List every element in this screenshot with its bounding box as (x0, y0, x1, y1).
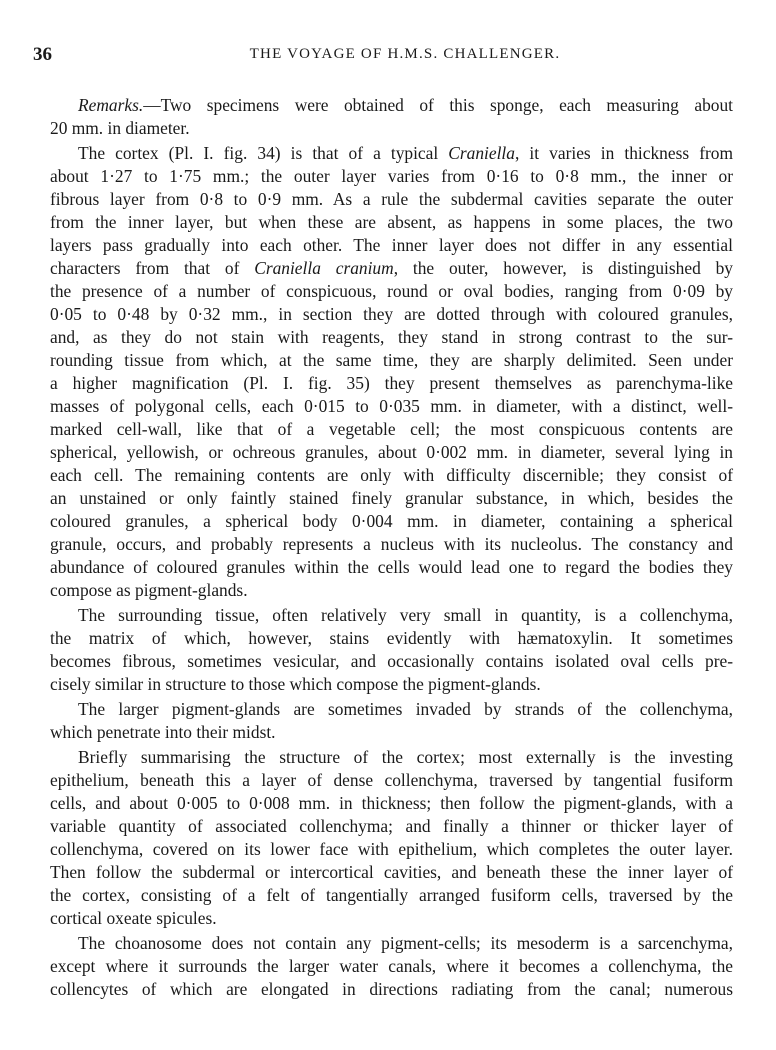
text-span: 20 mm. in diameter. (50, 118, 190, 138)
text-line (50, 303, 733, 326)
text-line (50, 604, 733, 627)
italic-text: Craniella cranium (254, 258, 394, 278)
text-line (50, 487, 733, 510)
text-line (50, 418, 733, 441)
text-line (50, 861, 733, 884)
text-span: variable quantity of associated collenchyma; and finally a thinner or thicker layer of (50, 816, 733, 836)
paragraph (50, 604, 733, 696)
text-span: rounding tissue from which, at the same time, they are sharply delimited. Seen under (50, 350, 733, 370)
paragraph (50, 142, 733, 602)
text-line (50, 815, 733, 838)
text-line (50, 533, 733, 556)
text-span: coloured granules, a spherical body 0·004 mm. in diameter, containing a spherical (50, 511, 733, 531)
text-line (50, 579, 733, 602)
text-line (50, 978, 733, 1001)
text-line (50, 257, 733, 280)
text-span: —Two specimens were obtained of this sponge, each measuring about (143, 95, 733, 115)
text-span: except where it surrounds the larger water canals, where it becomes a collenchyma, the (50, 956, 733, 976)
text-line (50, 441, 733, 464)
text-line (50, 280, 733, 303)
text-span: an unstained or only faintly stained finely granular substance, in which, besides the (50, 488, 733, 508)
text-span: characters from that of (50, 258, 255, 278)
text-line (50, 188, 733, 211)
text-line (50, 464, 733, 487)
text-span: fibrous layer from 0·8 to 0·9 mm. As a rule the subdermal cavities separate the outer (50, 189, 733, 209)
text-span: The cortex (Pl. I. fig. 34) is that of a typical (78, 143, 449, 163)
text-line (50, 792, 733, 815)
text-span: Then follow the subdermal or intercortical cavities, and beneath these the inner layer of (50, 862, 733, 882)
text-span: The larger pigment-glands are sometimes invaded by strands of the collenchyma, (78, 699, 733, 719)
text-span: spherical, yellowish, or ochreous granules, about 0·002 mm. in diameter, several lying in (50, 442, 733, 462)
page-number: 36 (33, 44, 52, 65)
text-line (50, 94, 733, 117)
text-span: from the inner layer, but when these are absent, as happens in some places, the two (50, 212, 733, 232)
text-span: cisely similar in structure to those which compose the pigment-glands. (50, 674, 541, 694)
text-span: compose as pigment-glands. (50, 580, 248, 600)
text-span: granule, occurs, and probably represents a nucleus with its nucleolus. The constancy and (50, 534, 733, 554)
text-line (50, 349, 733, 372)
text-span: , the outer, however, is distinguished by (393, 258, 733, 278)
text-line (50, 932, 733, 955)
text-line (50, 510, 733, 533)
text-line (50, 746, 733, 769)
text-span: the presence of a number of conspicuous, round or oval bodies, ranging from 0·09 by (50, 281, 733, 301)
text-line (50, 907, 733, 930)
italic-text: Remarks. (78, 95, 144, 115)
text-line (50, 721, 733, 744)
text-line (50, 769, 733, 792)
text-span: which penetrate into their midst. (50, 722, 276, 742)
text-span: a higher magnification (Pl. I. fig. 35) they present themselves as parenchyma-like (50, 373, 733, 393)
text-span: The choanosome does not contain any pigment-cells; its mesoderm is a sarcenchyma, (78, 933, 733, 953)
text-line (50, 372, 733, 395)
text-line (50, 395, 733, 418)
text-span: each cell. The remaining contents are only with difficulty discernible; they consist of (50, 465, 733, 485)
text-span: collenchyma, covered on its lower face with epithelium, which completes the outer layer. (50, 839, 733, 859)
text-line (50, 673, 733, 696)
text-span: Briefly summarising the structure of the cortex; most externally is the investing (78, 747, 733, 767)
paragraph (50, 698, 733, 744)
text-line (50, 556, 733, 579)
italic-text: Craniella (448, 143, 515, 163)
text-span: 0·05 to 0·48 by 0·32 mm., in section they are dotted through with coloured granules, (50, 304, 733, 324)
paragraph (50, 746, 733, 930)
text-span: collencytes of which are elongated in directions radiating from the canal; numerous (50, 979, 733, 999)
text-span: abundance of coloured granules within the cells would lead one to regard the bodies they (50, 557, 733, 577)
text-span: cells, and about 0·005 to 0·008 mm. in thickness; then follow the pigment-glands, with a (50, 793, 733, 813)
text-line (50, 142, 733, 165)
text-line (50, 698, 733, 721)
text-line (50, 884, 733, 907)
body-text (50, 92, 733, 1001)
paragraph (50, 94, 733, 140)
text-span: epithelium, beneath this a layer of dense collenchyma, traversed by tangential fusiform (50, 770, 733, 790)
text-span: becomes fibrous, sometimes vesicular, and occasionally contains isolated oval cells pre- (50, 651, 733, 671)
text-line (50, 955, 733, 978)
text-span: cortical oxeate spicules. (50, 908, 217, 928)
text-line (50, 165, 733, 188)
text-line (50, 838, 733, 861)
text-span: about 1·27 to 1·75 mm.; the outer layer varies from 0·16 to 0·8 mm., the inner or (50, 166, 733, 186)
text-span: the cortex, consisting of a felt of tangentially arranged fusiform cells, traversed by the (50, 885, 733, 905)
text-span: The surrounding tissue, often relatively very small in quantity, is a collenchyma, (78, 605, 733, 625)
text-line (50, 211, 733, 234)
running-title: THE VOYAGE OF H.M.S. CHALLENGER. (249, 46, 561, 62)
text-span: and, as they do not stain with reagents, they stand in strong contrast to the sur- (50, 327, 733, 347)
text-span: the matrix of which, however, stains evidently with hæmatoxylin. It sometimes (50, 628, 733, 648)
paragraph (50, 932, 733, 1001)
text-line (50, 326, 733, 349)
text-line (50, 627, 733, 650)
text-span: layers pass gradually into each other. The inner layer does not differ in any essential (50, 235, 733, 255)
text-span: , it varies in thickness from (514, 143, 733, 163)
text-line (50, 650, 733, 673)
text-span: marked cell-wall, like that of a vegetable cell; the most conspicuous contents are (50, 419, 733, 439)
text-line (50, 234, 733, 257)
text-line (50, 117, 733, 140)
text-span: masses of polygonal cells, each 0·015 to 0·035 mm. in diameter, with a distinct, well- (50, 396, 733, 416)
